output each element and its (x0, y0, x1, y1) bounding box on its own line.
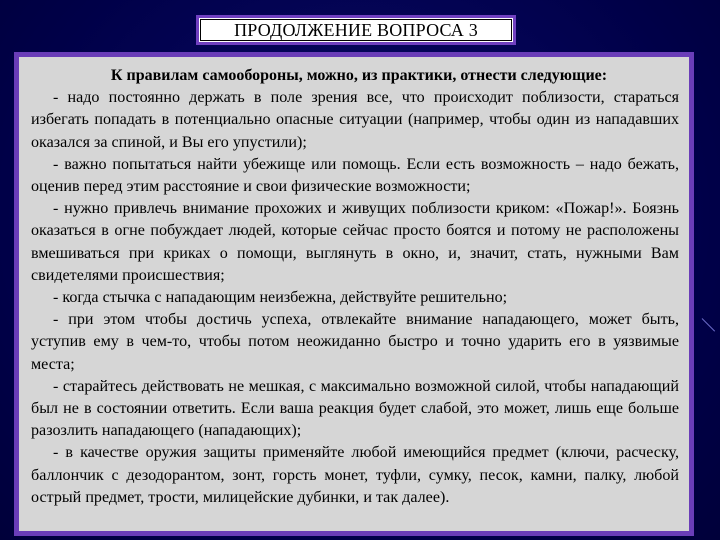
slide-title: ПРОДОЛЖЕНИЕ ВОПРОСА 3 (234, 19, 478, 40)
rule-item-2: - важно попытаться найти убежище или помощь. Если есть возможность – надо бежать, оценив перед этим расстояние и свои физические возможности; (31, 155, 679, 196)
content-panel (14, 52, 694, 536)
rule-item-6: - старайтесь действовать не мешкая, с максимально возможной силой, чтобы нападающий был не в состоянии ответить. Если ваша реакция будет слабой, это может, лишь еще больше разозлить нападающего (нападающих); (31, 377, 679, 440)
rule-item-7: - в качестве оружия защиты применяйте любой имеющийся предмет (ключи, расческу, баллончик с дезодорантом, зонт, горсть монет, туфли, сумку, песок, камни, палку, любой острый предмет, трости, милицейские дубинки, и так далее). (31, 444, 679, 506)
rule-item-5: - при этом чтобы достичь успеха, отвлекайте внимание нападающего, может быть, уступив ему в чем-то, чтобы потом неожиданно быстро и точно ударить его в уязвимые места; (31, 311, 679, 373)
rule-item-1: - надо постоянно держать в поле зрения все, что происходит поблизости, стараться избегать попадать в потенциально опасные ситуации (например, чтобы один из нападавших оказался за спиной, и Вы его упустили); (31, 89, 679, 151)
rule-item-4: - когда стычка с нападающим неизбежна, действуйте решительно; (53, 289, 508, 307)
rule-item-3: - нужно привлечь внимание прохожих и живущих поблизости криком: «Пожар!». Боязнь оказаться в огне побуждает людей, которые сейчас просто боятся и потому не расположены вмешиваться при криках о помощи, выглянуть в окно, и, значит, стать, нужными Вам свидетелями происшествия; (31, 200, 679, 284)
content-heading: К правилам самообороны, можно, из практики, отнести следующие: (110, 67, 608, 84)
slide-title-box (196, 15, 516, 45)
